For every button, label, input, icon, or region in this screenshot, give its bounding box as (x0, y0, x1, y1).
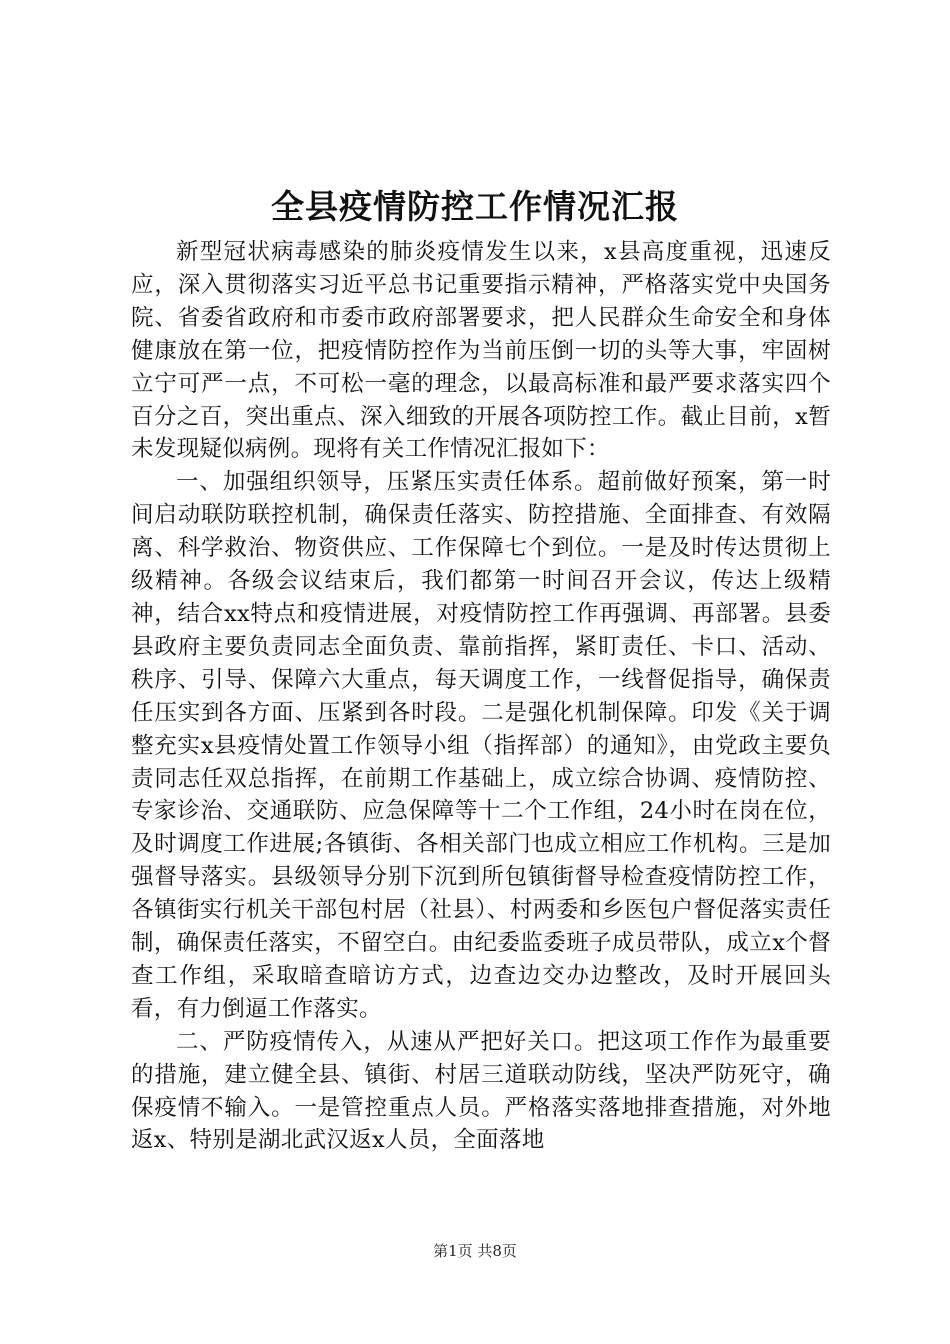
paragraph-section-1: 一、加强组织领导，压紧压实责任体系。超前做好预案，第一时间启动联防联控机制，确保责任落实、防控措施、全面排查、有效隔离、科学救治、物资供应、工作保障七个到位。一是及时传达贯彻上级精神。各级会议结束后，我们都第一时间召开会议，传达上级精神，结合xx特点和疫情进展，对疫情防控工作再强调、再部署。县委县政府主要负责同志全面负责、靠前指挥，紧盯责任、卡口、活动、秩序、引导、保障六大重点，每天调度工作，一线督促指导，确保责任压实到各方面、压紧到各时段。二是强化机制保障。印发《关于调整充实x县疫情处置工作领导小组（指挥部）的通知》，由党政主要负责同志任双总指挥，在前期工作基础上，成立综合协调、疫情防控、专家诊治、交通联防、应急保障等十二个工作组，24小时在岗在位，及时调度工作进展;各镇街、各相关部门也成立相应工作机构。三是加强督导落实。县级领导分别下沉到所包镇街督导检查疫情防控工作，各镇街实行机关干部包村居（社县）、村两委和乡医包户督促落实责任制，确保责任落实，不留空白。由纪委监委班子成员带队，成立x个督查工作组，采取暗查暗访方式，边查边交办边整改，及时开展回头看，有力倒逼工作落实。 (131, 469, 831, 1022)
page-footer: 第1页 共8页 (433, 1242, 517, 1260)
paragraph-section-2: 二、严防疫情传入，从速从严把好关口。把这项工作作为最重要的措施，建立健全县、镇街、村居三道联动防线，坚决严防死守，确保疫情不输入。一是管控重点人员。严格落实落地排查措施，对外地返x、特别是湖北武汉返x人员，全面落地 (131, 1028, 831, 1154)
document-title: 全县疫情防控工作情况汇报 (271, 187, 679, 226)
document-body (131, 236, 831, 1157)
paragraph-intro: 新型冠状病毒感染的肺炎疫情发生以来，x县高度重视，迅速反应，深入贯彻落实习近平总书记重要指示精神，严格落实党中央国务院、省委省政府和市委市政府部署要求，把人民群众生命安全和身体健康放在第一位，把疫情防控作为当前压倒一切的头等大事，牢固树立宁可严一点，不可松一毫的理念，以最高标准和最严要求落实四个百分之百，突出重点、深入细致的开展各项防控工作。截止目前，x暂未发现疑似病例。现将有关工作情况汇报如下： (131, 239, 831, 463)
